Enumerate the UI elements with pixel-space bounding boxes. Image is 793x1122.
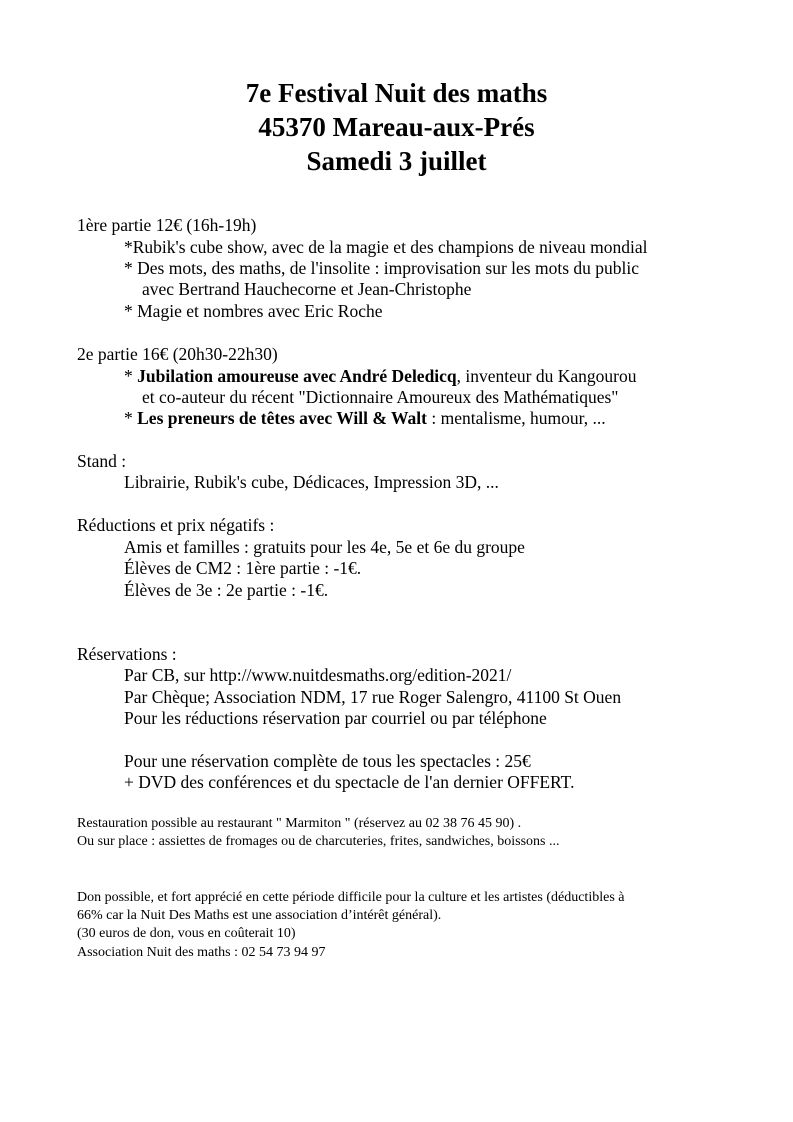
reductions-item-3e: Élèves de 3e : 2e partie : -1€. <box>124 580 329 600</box>
reductions-item-familles: Amis et familles : gratuits pour les 4e, 5e et 6e du groupe <box>124 537 525 557</box>
restauration-line1: Restauration possible au restaurant " Marmiton " (réservez au 02 38 76 45 90) . <box>77 816 522 831</box>
part2-item-preneurs <box>124 407 606 429</box>
part2-item-jubilation-continued: et co-auteur du récent "Dictionnaire Amoureux des Mathématiques" <box>142 387 619 407</box>
part1-item-rubiks: *Rubik's cube show, avec de la magie et des champions de niveau mondial <box>124 237 648 257</box>
part2-item-jubilation-desc: , inventeur du Kangourou <box>456 366 637 386</box>
reservations-item-cheque: Par Chèque; Association NDM, 17 rue Roger Salengro, 41100 St Ouen <box>124 687 622 707</box>
reservations-heading: Réservations : <box>77 644 177 664</box>
part1-heading: 1ère partie 12€ (16h-19h) <box>77 215 257 235</box>
part1-item-magie: * Magie et nombres avec Eric Roche <box>124 301 383 321</box>
reservations-full-offer: Pour une réservation complète de tous les spectacles : 25€ <box>124 751 531 771</box>
part2-heading: 2e partie 16€ (20h30-22h30) <box>77 344 278 364</box>
don-contact: Association Nuit des maths : 02 54 73 94 97 <box>77 945 326 960</box>
part2-item-preneurs-title: Les preneurs de têtes avec Will & Walt <box>137 408 427 428</box>
part1-item-mots-continued: avec Bertrand Hauchecorne et Jean-Christophe <box>142 279 472 299</box>
title-date: Samedi 3 juillet <box>306 146 487 176</box>
title-location: 45370 Mareau-aux-Prés <box>258 112 535 142</box>
stand-heading: Stand : <box>77 451 127 471</box>
part2-item-preneurs-desc: : mentalisme, humour, ... <box>427 408 606 428</box>
bullet: * <box>124 366 138 386</box>
reductions-item-cm2: Élèves de CM2 : 1ère partie : -1€. <box>124 558 362 578</box>
reductions-heading: Réductions et prix négatifs : <box>77 515 275 535</box>
reservations-item-cb: Par CB, sur http://www.nuitdesmaths.org/edition-2021/ <box>124 665 512 685</box>
part2-item-jubilation <box>124 365 637 387</box>
don-line3: (30 euros de don, vous en coûterait 10) <box>77 926 296 941</box>
restauration-line2: Ou sur place : assiettes de fromages ou de charcuteries, frites, sandwiches, boissons ... <box>77 834 560 849</box>
bullet: * <box>124 408 138 428</box>
title-festival: 7e Festival Nuit des maths <box>245 78 548 108</box>
part1-item-mots: * Des mots, des maths, de l'insolite : improvisation sur les mots du public <box>124 258 639 278</box>
reservations-item-reductions: Pour les réductions réservation par courriel ou par téléphone <box>124 708 547 728</box>
stand-content: Librairie, Rubik's cube, Dédicaces, Impression 3D, ... <box>124 472 499 492</box>
don-line2: 66% car la Nuit Des Maths est une association d’intérêt général). <box>77 908 442 923</box>
don-line1: Don possible, et fort apprécié en cette période difficile pour la culture et les artistes (déductibles à <box>77 890 625 905</box>
reservations-full-offer-dvd: + DVD des conférences et du spectacle de l'an dernier OFFERT. <box>124 772 575 792</box>
part2-item-jubilation-title: Jubilation amoureuse avec André Deledicq <box>137 366 457 386</box>
